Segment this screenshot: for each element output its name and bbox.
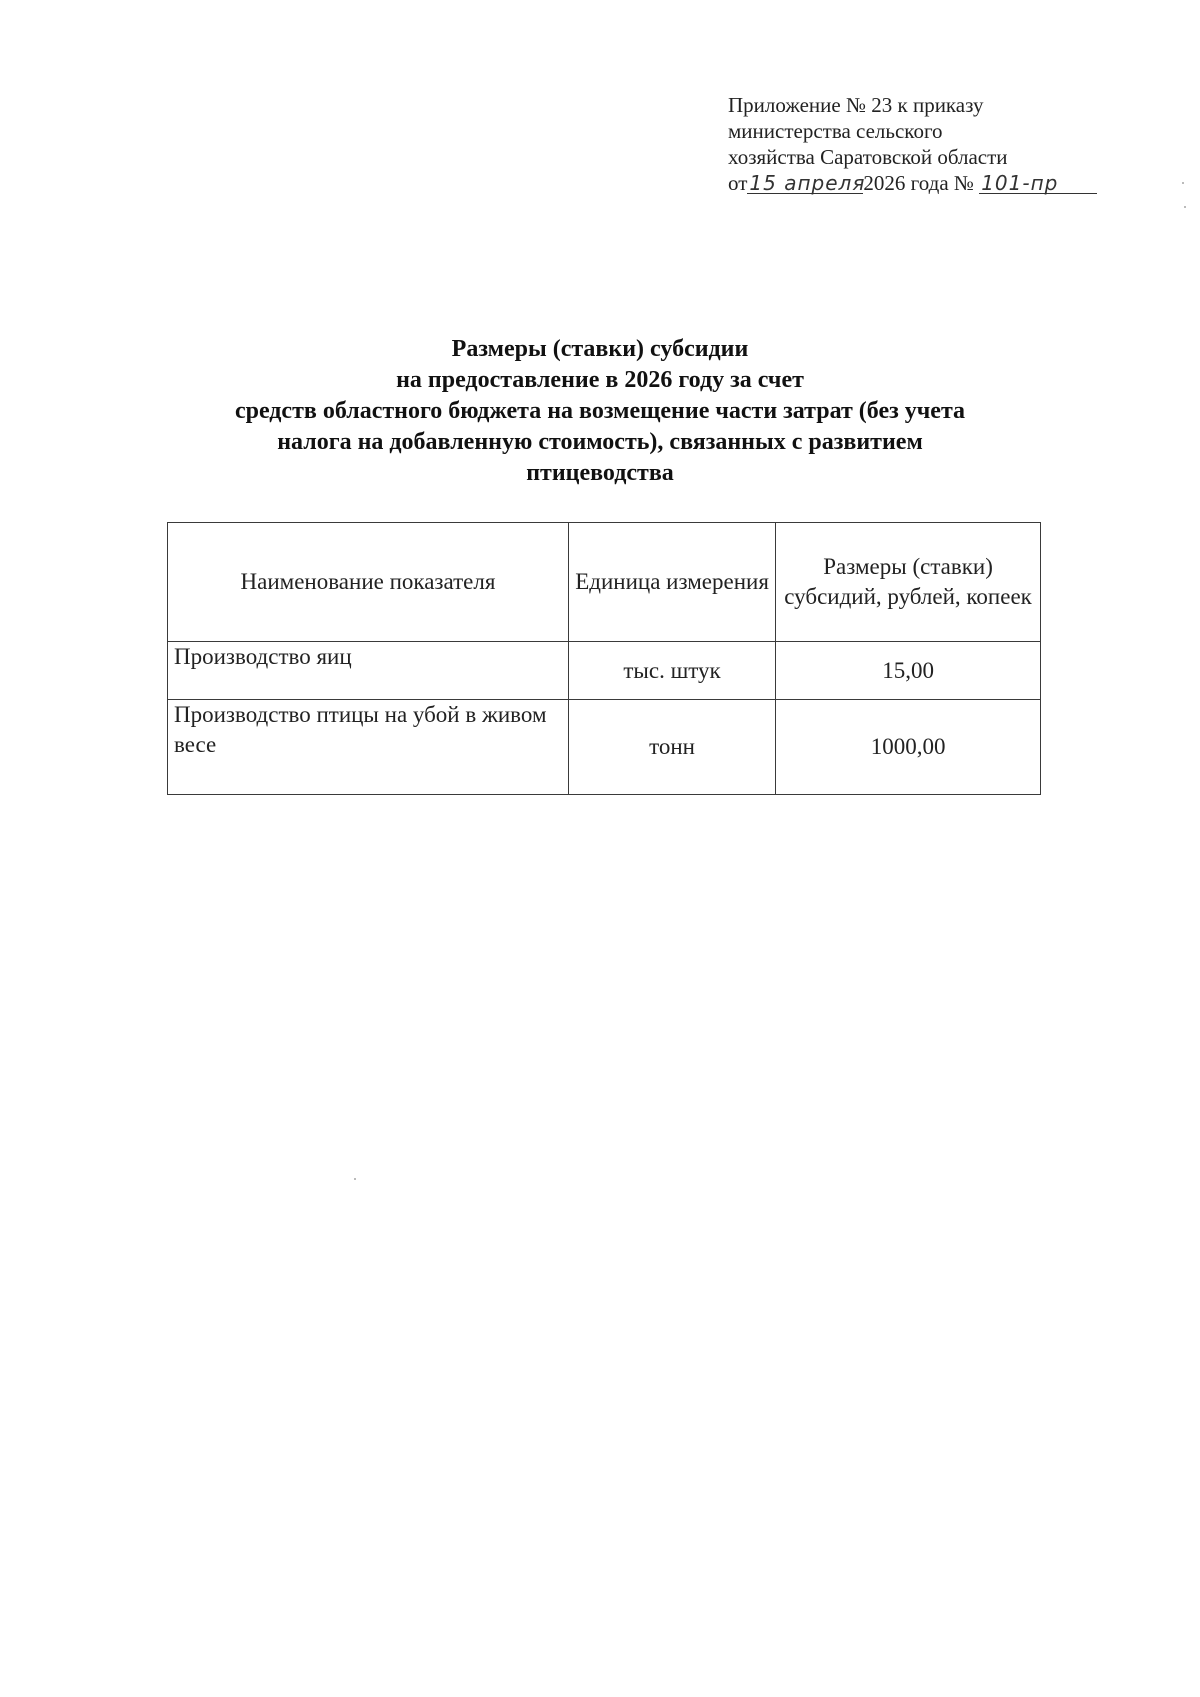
appendix-line-4 <box>728 170 1158 196</box>
cell-rate: 1000,00 <box>776 700 1041 795</box>
scan-speck <box>1184 206 1186 208</box>
appendix-year-label: 2026 года № <box>863 171 974 195</box>
header-unit: Единица измерения <box>569 523 776 642</box>
header-rate: Размеры (ставки) субсидий, рублей, копеек <box>776 523 1041 642</box>
title-line-4: налога на добавленную стоимость), связанных с развитием <box>277 429 923 455</box>
appendix-line-2: министерства сельского <box>728 119 943 143</box>
cell-unit: тыс. штук <box>569 642 776 700</box>
title-line-1: Размеры (ставки) субсидии <box>451 336 749 362</box>
table-row <box>168 700 1041 795</box>
table-row <box>168 642 1041 700</box>
cell-indicator-name: Производство птицы на убой в живом весе <box>168 700 569 795</box>
document-title <box>150 334 1050 489</box>
appendix-line-3: хозяйства Саратовской области <box>728 145 1008 169</box>
appendix-header <box>728 92 1158 196</box>
cell-rate: 15,00 <box>776 642 1041 700</box>
scan-speck <box>354 1178 356 1180</box>
handwritten-order-number: 101-пр <box>979 173 1097 194</box>
scan-speck <box>1182 182 1184 184</box>
subsidy-rates-table <box>167 522 1041 795</box>
cell-indicator-name: Производство яиц <box>168 642 569 700</box>
appendix-from-label: от <box>728 171 748 195</box>
header-indicator-name: Наименование показателя <box>168 523 569 642</box>
title-line-3: средств областного бюджета на возмещение части затрат (без учета <box>234 398 966 424</box>
cell-unit: тонн <box>569 700 776 795</box>
title-line-5: птицеводства <box>526 460 674 486</box>
table-header-row <box>168 523 1041 642</box>
handwritten-date: 15 апреля <box>749 171 866 195</box>
appendix-line-1: Приложение № 23 к приказу <box>728 93 984 117</box>
title-line-2: на предоставление в 2026 году за счет <box>396 367 804 393</box>
